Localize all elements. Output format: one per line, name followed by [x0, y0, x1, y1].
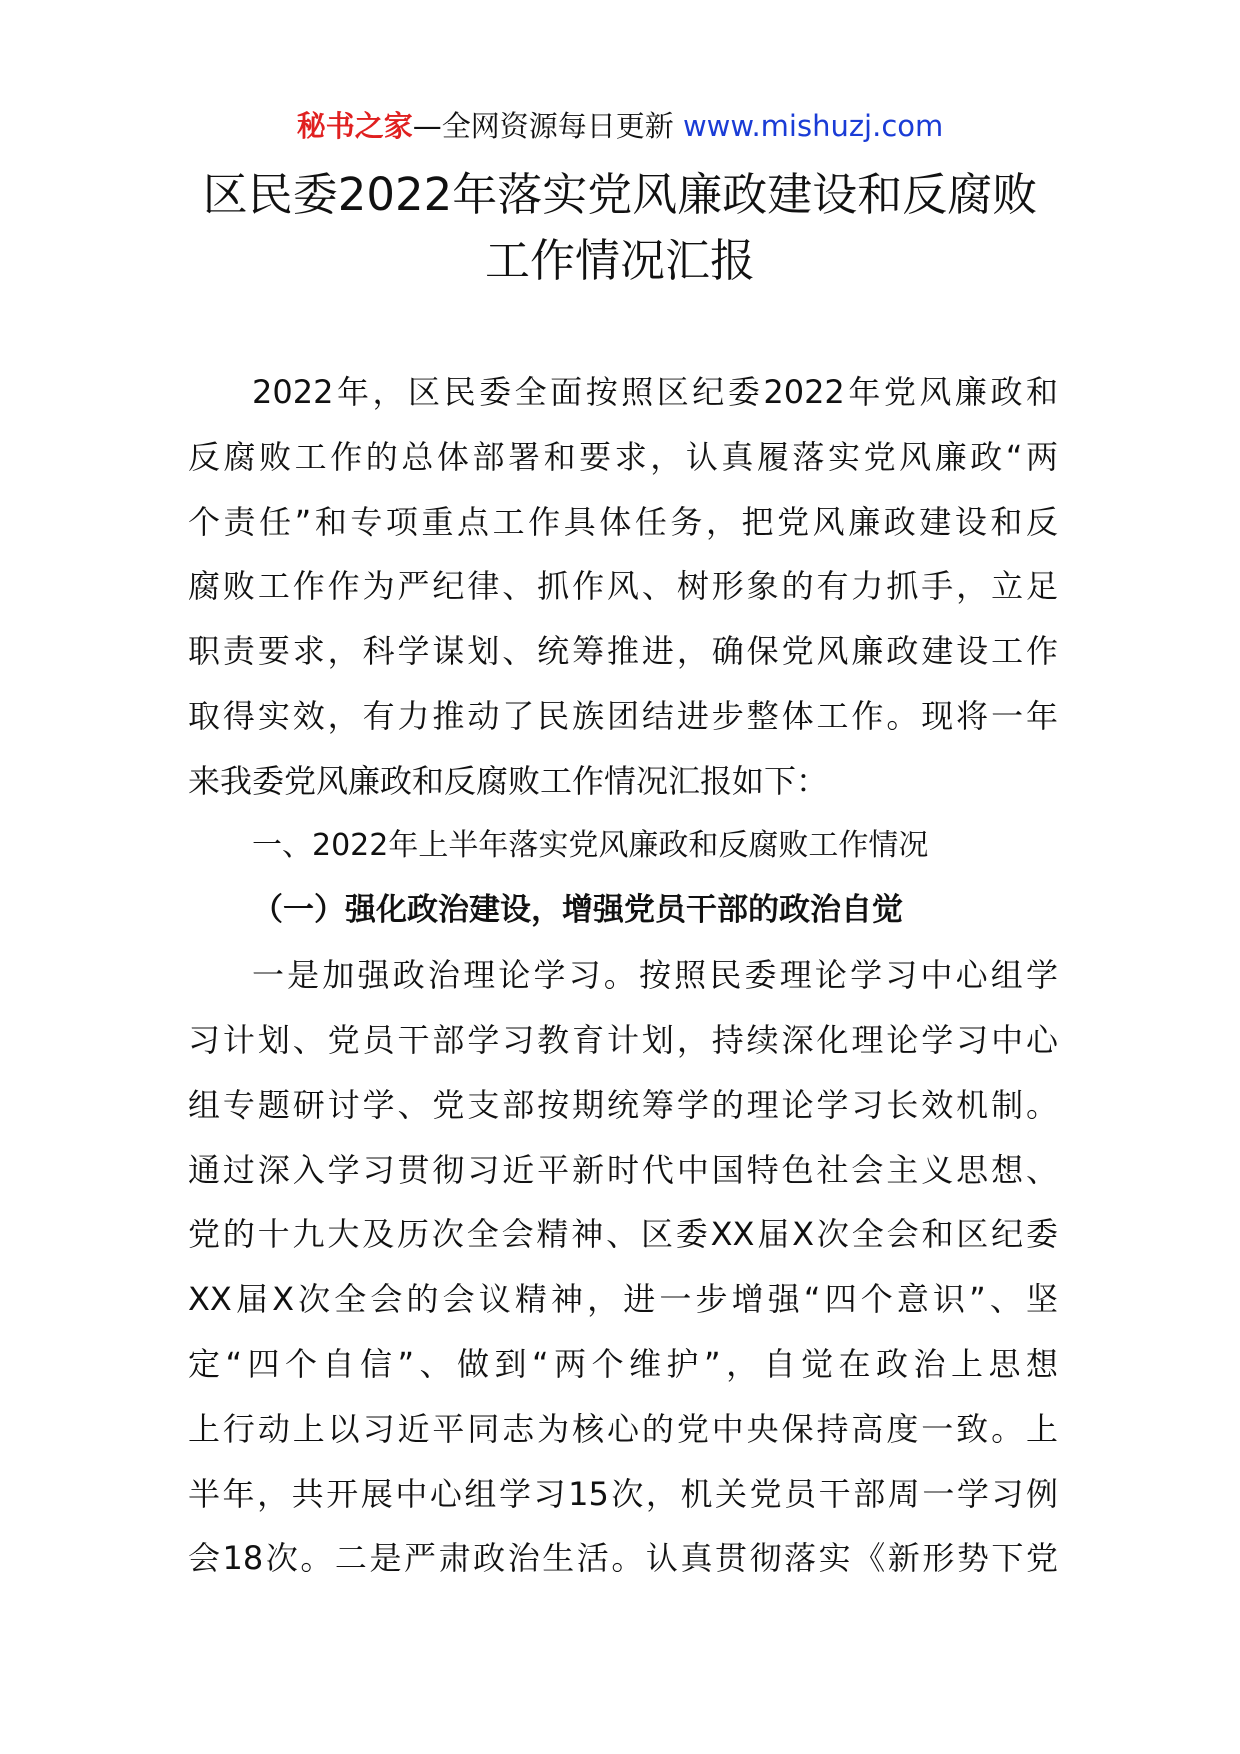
body-line: 会18次。二是严肃政治生活。认真贯彻落实《新形势下党: [188, 1539, 1058, 1578]
header-slogan: 全网资源每日更新: [441, 109, 674, 143]
body-line: 组专题研讨学、党支部按期统筹学的理论学习长效机制。: [188, 1085, 1058, 1124]
body-line: 个责任”和专项重点工作具体任务，把党风廉政建设和反: [188, 502, 1058, 541]
section-heading: 一、2022年上半年落实党风廉政和反腐败工作情况: [252, 827, 929, 863]
body-line: 党的十九大及历次全会精神、区委XX届X次全会和区纪委: [188, 1215, 1058, 1254]
document-body: [188, 360, 1058, 1591]
body-line: 一是加强政治理论学习。按照民委理论学习中心组学: [252, 956, 1058, 995]
body-line: 上行动上以习近平同志为核心的党中央保持高度一致。上: [188, 1409, 1058, 1448]
body-line: 来我委党风廉政和反腐败工作情况汇报如下：: [188, 761, 829, 800]
body-line: 半年，共开展中心组学习15次，机关党员干部周一学习例: [188, 1474, 1058, 1513]
site-url[interactable]: www.mishuzj.com: [682, 109, 944, 143]
header-dash: —: [412, 109, 442, 143]
body-line: 反腐败工作的总体部署和要求，认真履落实党风廉政“两: [188, 437, 1058, 476]
body-line: 通过深入学习贯彻习近平新时代中国特色社会主义思想、: [188, 1150, 1058, 1189]
brand-name: 秘书之家: [296, 109, 413, 143]
body-line: 腐败工作作为严纪律、抓作风、树形象的有力抓手，立足: [188, 567, 1058, 606]
body-line: 习计划、党员干部学习教育计划，持续深化理论学习中心: [188, 1020, 1058, 1059]
site-header: [0, 104, 1240, 148]
body-line: XX届X次全会的会议精神，进一步增强“四个意识”、坚: [188, 1280, 1058, 1319]
body-line: 职责要求，科学谋划、统筹推进，确保党风廉政建设工作: [188, 632, 1058, 671]
subsection-heading: （一）强化政治建设，增强党员干部的政治自觉: [252, 892, 903, 929]
document-title: [150, 162, 1090, 294]
title-line-1: 区民委2022年落实党风廉政建设和反腐败: [202, 168, 1038, 221]
body-line: 定“四个自信”、做到“两个维护”，自觉在政治上思想: [188, 1344, 1058, 1383]
body-line: 2022年，区民委全面按照区纪委2022年党风廉政和: [252, 373, 1058, 411]
title-line-2: 工作情况汇报: [484, 234, 755, 287]
body-line: 取得实效，有力推动了民族团结进步整体工作。现将一年: [188, 696, 1058, 735]
